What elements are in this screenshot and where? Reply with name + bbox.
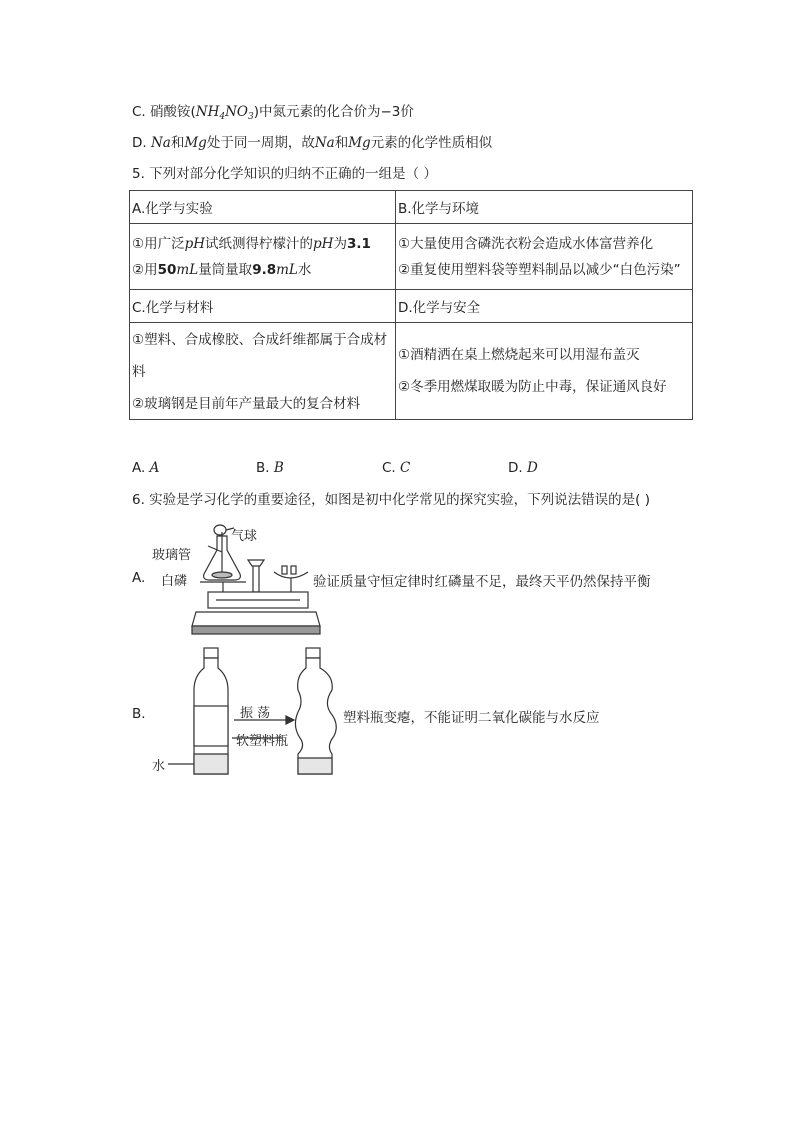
q6-option-b-prefix: B. <box>132 706 146 722</box>
cell-d-title: D.化学与安全 <box>396 290 693 323</box>
label-soft-bottle: 软塑料瓶 <box>236 734 289 749</box>
q6-stem: 6. 实验是学习化学的重要途径，如图是初中化学常见的探究实验，下列说法错误的是( ) <box>132 492 650 508</box>
option-a[interactable]: A. A <box>132 460 160 476</box>
cell-c-title: C.化学与材料 <box>130 290 396 323</box>
cell-b-content: ①大量使用含磷洗衣粉会造成水体富营养化 ②重复使用塑料袋等塑料制品以减少“白色污染” <box>396 224 693 290</box>
q6-option-a-prefix: A. <box>132 570 146 586</box>
label-white-phosphorus: 白磷 <box>161 574 188 589</box>
cell-a-title: A.化学与实验 <box>130 191 396 224</box>
option-d[interactable]: D. D <box>508 460 538 476</box>
cell-b-title: B.化学与环境 <box>396 191 693 224</box>
q6-option-b-text: 塑料瓶变瘪，不能证明二氧化碳能与水反应 <box>343 710 600 726</box>
cell-d-content: ①酒精洒在桌上燃烧起来可以用湿布盖灭 ②冬季用燃煤取暖为防止中毒，保证通风良好 <box>396 323 693 420</box>
label-glass-tube: 玻璃管 <box>152 548 192 563</box>
q5-options <box>132 460 652 480</box>
label-balloon: 气球 <box>231 529 258 544</box>
option-c[interactable]: C. C <box>382 460 411 476</box>
q4-option-d: D. Na和Mg处于同一周期，故Na和Mg元素的化学性质相似 <box>132 135 493 151</box>
label-water: 水 <box>152 759 166 774</box>
option-b[interactable]: B. B <box>256 460 284 476</box>
knowledge-table <box>129 190 693 420</box>
bottle-diagram <box>168 646 348 778</box>
q5-stem: 5. 下列对部分化学知识的归纳不正确的一组是（ ） <box>132 166 437 182</box>
label-shake: 振 荡 <box>240 706 271 721</box>
cell-a-content: ①用广泛pH试纸测得柠檬汁的pH为3.1 ②用50mL量筒量取9.8mL水 <box>130 224 396 290</box>
cell-c-content: ①塑料、合成橡胶、合成纤维都属于合成材 料 ②玻璃钢是目前年产量最大的复合材料 <box>130 323 396 420</box>
balance-diagram <box>190 522 320 637</box>
q4-option-c: C. 硝酸铵$(NH_4NO_3)$中氮元素的化合价为−3价 <box>132 104 414 122</box>
q6-option-a-text: 验证质量守恒定律时红磷量不足，最终天平仍然保持平衡 <box>313 574 651 590</box>
